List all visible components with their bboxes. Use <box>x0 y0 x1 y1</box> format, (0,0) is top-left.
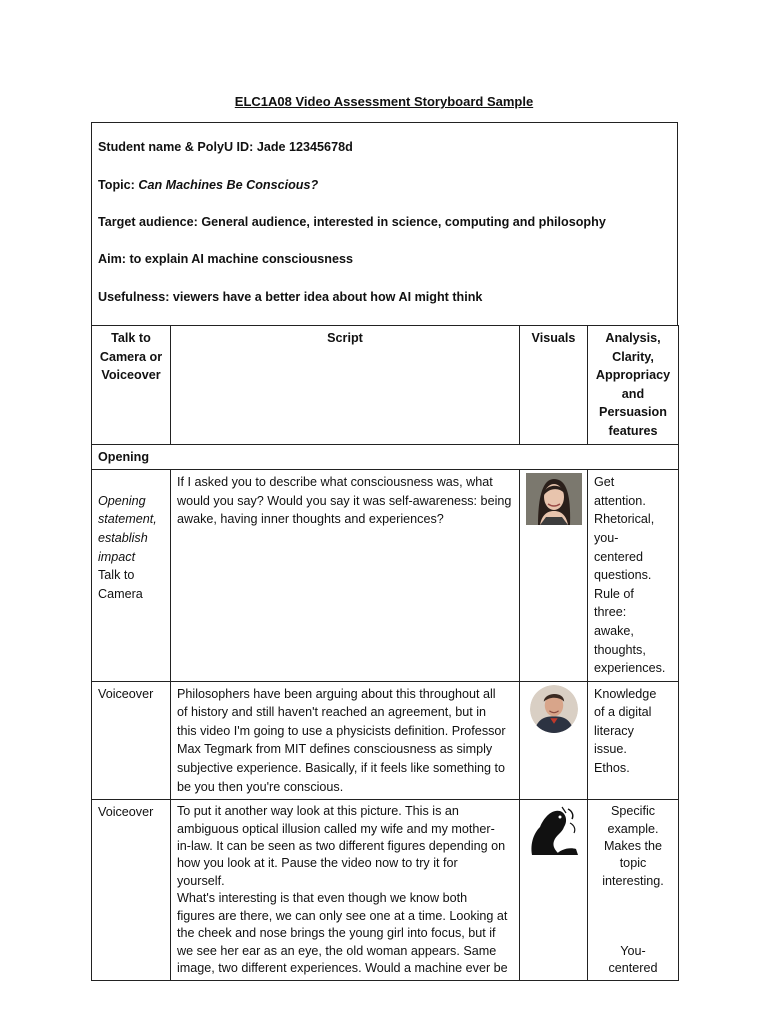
analysis-line: you- <box>594 530 619 545</box>
analysis-spacer <box>594 908 672 925</box>
script-line: figures are there, we can only see one at a time. Looking at <box>177 908 508 923</box>
mode-line: statement, <box>98 512 157 527</box>
document-title: ELC1A08 Video Assessment Storyboard Sample <box>234 94 534 109</box>
script-line: ambiguous optical illusion called my wife and my mother- <box>177 821 495 836</box>
mode-line: Camera <box>98 586 143 601</box>
header-mode-line: Camera or <box>99 349 163 364</box>
script-line: would you say? Would you say it was self-awareness: being <box>177 493 512 508</box>
audience-line: Target audience: General audience, interested in science, computing and philosophy <box>98 215 606 229</box>
analysis-cell <box>588 681 679 800</box>
analysis-line: Ethos. <box>594 761 630 776</box>
script-line: Philosophers have been arguing about this throughout all <box>177 686 496 701</box>
analysis-line: attention. <box>594 493 646 508</box>
script-line: the cheek and nose brings the young girl into focus, but if <box>177 926 496 941</box>
analysis-line: Rule of <box>594 586 634 601</box>
script-line: yourself. <box>177 873 225 888</box>
analysis-line: Rhetorical, <box>594 512 655 527</box>
header-visuals: Visuals <box>520 326 588 445</box>
analysis-line: issue. <box>594 742 627 757</box>
header-analysis-line: Appropriacy <box>595 368 671 383</box>
header-script: Script <box>171 326 520 445</box>
analysis-line: interesting. <box>602 873 664 888</box>
analysis-line: of a digital <box>594 705 652 720</box>
header-analysis-line: features <box>608 423 658 438</box>
mode-line: Opening <box>98 493 146 508</box>
script-cell <box>171 800 520 981</box>
analysis-cell <box>588 470 679 682</box>
usefulness-line: Usefulness: viewers have a better idea about how AI might think <box>98 290 483 304</box>
analysis-line: literacy <box>594 723 634 738</box>
student-info-box <box>91 122 678 326</box>
script-line: subjective experience. Basically, if it feels like something to <box>177 761 506 776</box>
storyboard-table <box>91 325 679 981</box>
section-row-opening <box>92 444 679 470</box>
analysis-line: experiences. <box>594 661 666 676</box>
script-line: this video I'm going to use a physicists definition. Professor <box>177 723 506 738</box>
table-row <box>92 681 679 800</box>
analysis-line: thoughts, <box>594 642 646 657</box>
mode-line: Talk to <box>98 568 135 583</box>
visual-cell <box>520 800 588 981</box>
header-mode-line: Talk to <box>111 331 151 345</box>
script-line: how you look at it. Pause the video now to try it for <box>177 856 458 871</box>
section-label: Opening <box>92 444 679 470</box>
analysis-line: awake, <box>594 623 634 638</box>
script-line: What's interesting is that even though we know both <box>177 891 468 906</box>
man-portrait <box>530 685 578 733</box>
analysis-line: centered <box>608 960 658 975</box>
mode-line: Voiceover <box>98 805 154 820</box>
script-cell <box>171 681 520 800</box>
mode-cell <box>92 681 171 800</box>
visual-cell <box>520 681 588 800</box>
header-row <box>92 326 679 445</box>
analysis-line: Specific <box>610 804 656 819</box>
student-line: Student name & PolyU ID: Jade 12345678d <box>98 140 353 154</box>
script-cell <box>171 470 520 682</box>
table-row <box>92 470 679 682</box>
mode-cell <box>92 800 171 981</box>
script-line: Max Tegmark from MIT defines consciousness as simply <box>177 742 493 757</box>
script-line: awake, having inner thoughts and experiences? <box>177 512 444 527</box>
mode-line: establish <box>98 530 148 545</box>
header-mode <box>92 326 171 445</box>
mode-line: Voiceover <box>98 686 154 701</box>
analysis-cell <box>588 800 679 981</box>
visual-cell <box>520 470 588 682</box>
analysis-line: three: <box>594 605 627 620</box>
header-analysis-line: and <box>621 386 645 401</box>
illusion-drawing <box>526 803 582 855</box>
script-line: If I asked you to describe what consciousness was, what <box>177 475 493 490</box>
analysis-line: You- <box>620 943 646 958</box>
analysis-spacer <box>594 925 672 942</box>
analysis-spacer <box>594 890 672 907</box>
header-analysis <box>588 326 679 445</box>
header-mode-line: Voiceover <box>101 368 161 383</box>
mode-cell <box>92 470 171 682</box>
table-row <box>92 800 679 981</box>
script-line: be you then you're conscious. <box>177 779 344 794</box>
script-line: To put it another way look at this picture. This is an <box>177 804 459 819</box>
analysis-line: topic <box>619 856 647 871</box>
header-analysis-line: Analysis, <box>605 331 661 345</box>
script-line: of history and still haven't reached an agreement, but in <box>177 705 487 720</box>
aim-line: Aim: to explain AI machine consciousness <box>98 252 353 266</box>
header-analysis-line: Clarity, <box>612 349 654 364</box>
topic-line <box>98 178 318 192</box>
mode-line: impact <box>98 549 136 564</box>
analysis-line: questions. <box>594 568 652 583</box>
script-line: image, two different experiences. Would a machine ever be <box>177 960 508 975</box>
analysis-line: example. <box>607 821 659 836</box>
analysis-line: Get <box>594 475 615 490</box>
header-analysis-line: Persuasion <box>599 405 667 420</box>
script-line: in-law. It can be seen as two different figures depending on <box>177 839 506 854</box>
topic-value: Can Machines Be Conscious? <box>138 178 319 192</box>
topic-label: Topic: <box>98 178 139 192</box>
script-line: we see her ear as an eye, the old woman appears. Same <box>177 943 497 958</box>
analysis-line: Makes the <box>603 839 663 854</box>
analysis-line: Knowledge <box>594 686 657 701</box>
analysis-line: centered <box>594 549 644 564</box>
woman-photo <box>526 473 582 525</box>
